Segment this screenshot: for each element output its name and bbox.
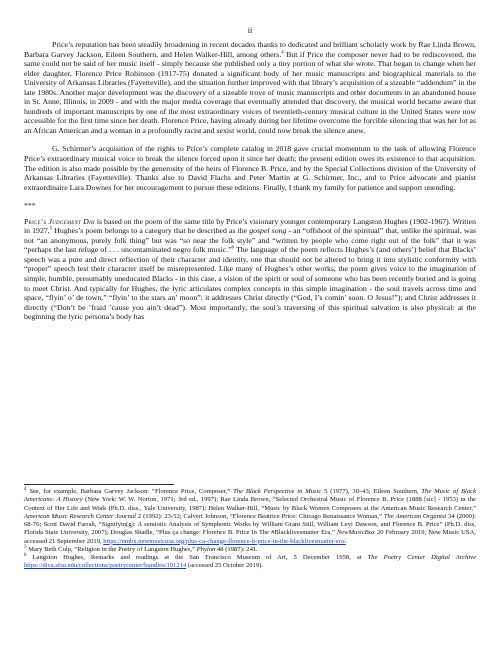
footnote-italic: The American Organist xyxy=(383,512,447,520)
footnote-text: . xyxy=(345,537,348,545)
footnote-link-poetry-center[interactable]: https://diva.sfsu.edu/collections/poetrycenter/bundles/191214 xyxy=(24,562,187,570)
footnote-link-newmusicbox[interactable]: https://nmbx.newmusicusa.org/plus-ca-change-florence-b-price-in-the-blacklivesmatter-era/ xyxy=(103,537,346,545)
footnote-text: 2 (1992): 23-52; Calvert Johnson, “Florence Beatrice Price: Chicago Renaissance Woman,” xyxy=(136,512,384,520)
footnote-number: 6 xyxy=(24,552,27,558)
paragraph-judgement-day xyxy=(24,217,476,322)
footnote-number: 5 xyxy=(24,544,27,550)
footnote-4 xyxy=(24,488,476,546)
paragraph-text: - an “offshoot of the spiritual” that, unlike the spiritual, was not “an anonymous, purely folk thing” but was “so near the folk style” and “written by people who come right out of the folk” that it was “perhaps the last refuge of . . . uncontaminated negro folk music.” xyxy=(24,226,476,255)
footnote-ref-4[interactable]: 4 xyxy=(281,49,284,55)
footnote-italic: The Music of Black Americans: A History xyxy=(24,488,476,504)
paragraph-text: Hughes’s poem belongs to a category that he described as the xyxy=(52,226,250,236)
footnote-text: 34 (2000): 68-76; Scott David Farrah, “Signifyin(g): A semiotic Analysis of Symphonic Works by William Grant Still, William Levi Dawson, and Florence B. Price” (Ph.D. diss, Florida State University, 2007); Douglas Shadle, “Plus ça change: Florence B. Price In The #Blacklivesmatter Era,” xyxy=(24,512,476,537)
smallcaps-title: Price’s xyxy=(24,216,47,226)
paragraph-text: The language of the poem reflects Hughes’s (and others’) belief that Blacks’ speech was a pure and direct reflection of their character and identity, one that should not be altered to bring it into stylistic conformity with “proper” speech lest their character itself be misrepresented. Like many of Hughes’s other works, the poem gives voice to the imagination of simple, humble, presumably uneducated Blacks - in this case, a vision of the spirit or soul of someone who has been recently buried and is going to meet Christ. And typically for Hughes, the lyric articulates complex concepts in this simple imagination - the soul travels across time and space, “flyin’ o’ de town,” “flyin’ to the stars an’ moon”; it addresses Christ directly (“God, I’s comin’ soon. O Jesus!”); and Christ addresses it directly (“Don’t be ’fraid ’cause you ain’t dead”). Most importantly, the soul’s traversing of this spiritual salvation is also physical: at the beginning the lyric persona’s body has xyxy=(24,245,476,322)
footnote-text: Langston Hughes, Remarks and readings at the San Francisco Museum of Art, 5 December 1958, at xyxy=(26,554,368,561)
footnote-italic: The Poetry Center Digital Archive xyxy=(367,554,477,561)
paragraph-schirmer: G. Schirmer’s acquisition of the rights to Price’s complete catalog in 2018 gave crucial momentum to the task of allowing Florence Price’s extraordinary musical voice to break the silence forced upon it since her death; the present edition owes its existence to that acquisition. The edition is also made possible by the generosity of the heirs of Florence B. Price, and by the Special Collections division of the University of Arkansas Libraries (Fayetteville). Thanks also to David Flachs and Peter Martin at G. Schirmer, Inc., and to Price advocate and pianist extraordinaire Lara Downes for her encouragement to pursue these editions. Finally, I thank my family for patience and support unending. xyxy=(24,144,476,192)
footnote-italic: The Black Perspective in Music xyxy=(233,488,322,495)
work-title: Judgement Day xyxy=(48,216,95,226)
footnote-5 xyxy=(24,546,476,554)
footnote-rule xyxy=(24,484,174,485)
footnote-italic: NewMusicBox xyxy=(336,529,375,537)
footnote-ref-5[interactable]: 5 xyxy=(49,226,53,232)
footnote-text: See, for example, Barbara Garvey Jackson: “Florence Price, Composer,” xyxy=(26,488,234,495)
footnote-text: 5 (1977), 30–43; Eileen Southern, xyxy=(321,488,422,495)
footnote-text: 48 (1987): 241. xyxy=(215,545,258,553)
footnote-ref-6[interactable]: 6 xyxy=(231,245,235,251)
section-divider: *** xyxy=(24,201,36,211)
paragraph-text: is based on the poem of the same title by Price’s visionary younger contemporary Langston Hughes (1902-1967). Written in 1927, xyxy=(24,216,477,236)
body-text xyxy=(24,40,476,331)
footnote-text: (New York: W. W. Norton, 1971; 3rd ed., 1997); Rae Linda Brown, “Selected Orchestral Music of Florence B. Price (1888 [sic] - 1953) in the Context of Her Life and Work (Ph.D. diss., Yale University, 1987); Helen Walker-Hill, “Music by Black Women Composers at the American Music Research Center,” xyxy=(24,496,476,512)
page-number: ii xyxy=(247,26,253,35)
footnote-italic: American Music Research Center Journal xyxy=(24,512,137,520)
footnote-text: 20 February 2019, New Music USA, accessed 21 September 2019, xyxy=(24,529,476,545)
footnote-text: (accessed 25 October 2019). xyxy=(186,562,263,570)
footnotes xyxy=(24,488,476,571)
footnote-italic: Phylon xyxy=(196,545,216,553)
paragraph-text: But if Price the composer never had to be rediscovered, the same could not be said of her music itself - simply because she published only a tiny portion of what she wrote. That began to change when her elder daughter, Florence Price Robinson (1917-75) donated a significant body of her music manuscripts and biographical materials to the University of Arkansas Libraries (Fayetteville), and the situation further improved with that library’s acquisition of a sizeable “addendum” in the late 1980s. Another major development was the discovery of a sizeable trove of music manuscripts and other documents in an abandoned house in St. Anne, Illinois, in 2009 - and with the major media coverage that eventually attended that discovery, the musical world became aware that hundreds of important manuscripts by one of the most extraordinary voices of twentieth-century musical culture in the United States were now accessible for the first time since her death. Florence Price, having already during her lifetime overcome the forcible silencing that was her lot as an African American and a woman in a profoundly racist and sexist world, could now break the silence anew. xyxy=(24,49,476,135)
paragraph-text: Price’s reputation has been steadily broadening in recent decades thanks to dedicated and brilliant scholarly work by Rae Linda Brown, Barbara Garvey Jackson, Eileen Southern, and Helen Walker-Hill, among others. xyxy=(24,40,476,59)
paragraph-reputation xyxy=(24,40,476,135)
footnote-text: Mary Beth Culp, “Religion in the Poetry of Langston Hughes,” xyxy=(26,545,197,553)
footnote-number: 4 xyxy=(24,486,27,492)
footnote-6 xyxy=(24,554,476,571)
gospel-song-term: gospel song xyxy=(249,226,287,236)
